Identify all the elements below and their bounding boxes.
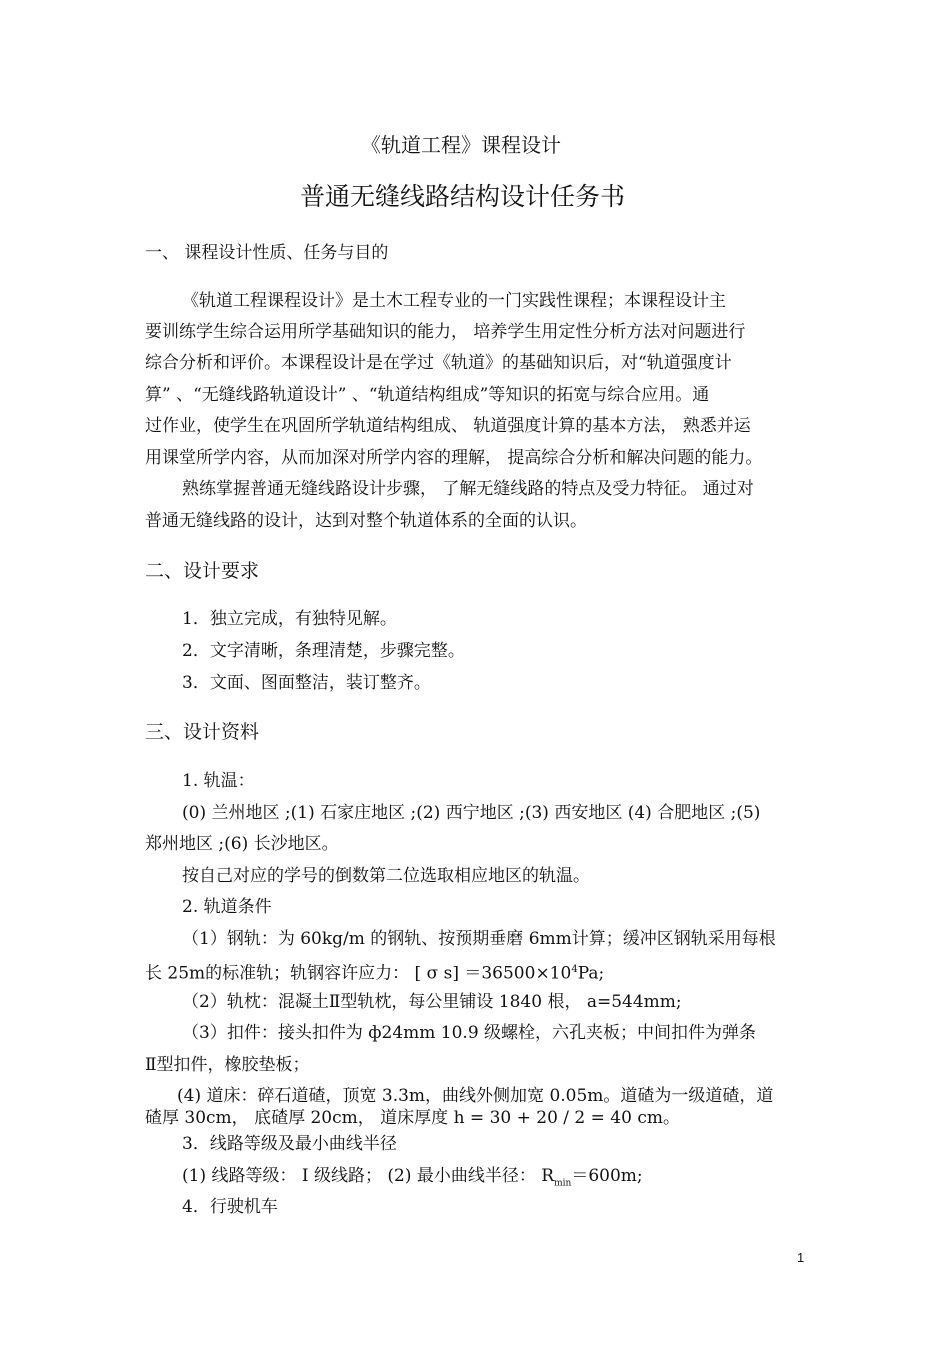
locomotive-label: 4．行驶机车 bbox=[182, 1197, 278, 1217]
section1-line-6: 用课堂所学内容，从而加深对所学内容的理解， 提高综合分析和解决问题的能力。 bbox=[145, 448, 763, 468]
section1-heading: 一、 课程设计性质、任务与目的 bbox=[145, 243, 389, 263]
radius-subscript: min bbox=[554, 1178, 572, 1189]
section1-line-7: 熟练掌握普通无缝线路设计步骤， 了解无缝线路的特点及受力特征。 通过对 bbox=[182, 479, 754, 499]
rail-temp-label: 1. 轨温： bbox=[182, 771, 255, 791]
rail-line-1: （1）钢轨：为 60kg/m 的钢轨、按预期垂磨 6mm计算；缓冲区钢轨采用每根 bbox=[182, 929, 776, 949]
fastener-line-1: （3）扣件：接头扣件为 ф24mm 10.9 级螺栓，六孔夹板；中间扣件为弹条 bbox=[182, 1023, 757, 1043]
section1-line-8: 普通无缝线路的设计，达到对整个轨道体系的全面的认识。 bbox=[145, 511, 587, 531]
requirement-item-1: 1．独立完成，有独特见解。 bbox=[182, 609, 397, 629]
sleeper-line: （2）轨枕：混凝土Ⅱ型轨枕，每公里铺设 1840 根， a=544mm; bbox=[182, 992, 682, 1012]
regions-line-1: (0) 兰州地区 ;(1) 石家庄地区 ;(2) 西宁地区 ;(3) 西安地区 (4) 合肥地区 ;(5) bbox=[182, 803, 761, 823]
main-title: 普通无缝线路结构设计任务书 bbox=[300, 182, 626, 211]
section1-line-5: 过作业，使学生在巩固所学轨道结构组成、 轨道强度计算的基本方法， 熟悉并运 bbox=[145, 416, 751, 436]
rail-line-2 bbox=[145, 958, 604, 986]
regions-line-2: 郑州地区 ;(6) 长沙地区。 bbox=[145, 834, 339, 854]
fastener-line-2: Ⅱ型扣件，橡胶垫板； bbox=[145, 1055, 310, 1075]
rail-stress-exponent: 4 bbox=[571, 964, 578, 975]
select-note: 按自己对应的学号的倒数第二位选取相应地区的轨温。 bbox=[182, 866, 590, 886]
requirement-item-3: 3．文面、图面整洁，装订整齐。 bbox=[182, 673, 431, 693]
grade-line bbox=[182, 1164, 643, 1195]
section2-heading: 二、设计要求 bbox=[145, 560, 260, 582]
course-title: 《轨道工程》课程设计 bbox=[361, 133, 561, 157]
section1-line-2: 要训练学生综合运用所学基础知识的能力， 培养学生用定性分析方法对问题进行 bbox=[145, 322, 746, 342]
radius-value: ＝600m; bbox=[571, 1166, 643, 1186]
rail-stress-unit: Pa; bbox=[577, 963, 605, 984]
requirement-item-2: 2．文字清晰，条理清楚，步骤完整。 bbox=[182, 641, 465, 661]
grade-label: 3．线路等级及最小曲线半径 bbox=[182, 1134, 397, 1154]
grade-text: (1) 线路等级： Ⅰ 级线路； (2) 最小曲线半径： R bbox=[182, 1166, 555, 1186]
track-conditions-label: 2. 轨道条件 bbox=[182, 897, 272, 917]
section1-line-3: 综合分析和评价。本课程设计是在学过《轨道》的基础知识后，对“轨道强度计 bbox=[145, 353, 732, 373]
section1-line-1: 《轨道工程课程设计》是土木工程专业的一门实践性课程；本课程设计主 bbox=[182, 291, 726, 311]
section3-heading: 三、设计资料 bbox=[145, 721, 260, 743]
ballast-line-2: 碴厚 30cm， 底碴厚 20cm， 道床厚度 h = 30 + 20 / 2 = 40 cm。 bbox=[145, 1108, 680, 1128]
ballast-line-1: (4) 道床：碎石道碴，顶宽 3.3m，曲线外侧加宽 0.05m。道碴为一级道碴，道 bbox=[177, 1086, 774, 1106]
page-number: 1 bbox=[797, 1250, 805, 1265]
section1-line-4: 算” 、“无缝线路轨道设计” 、“轨道结构组成”等知识的拓宽与综合应用。通 bbox=[145, 385, 710, 405]
rail-stress-text: 长 25m的标准轨；轨钢容许应力： [ σ s] ＝36500×10 bbox=[145, 963, 572, 984]
